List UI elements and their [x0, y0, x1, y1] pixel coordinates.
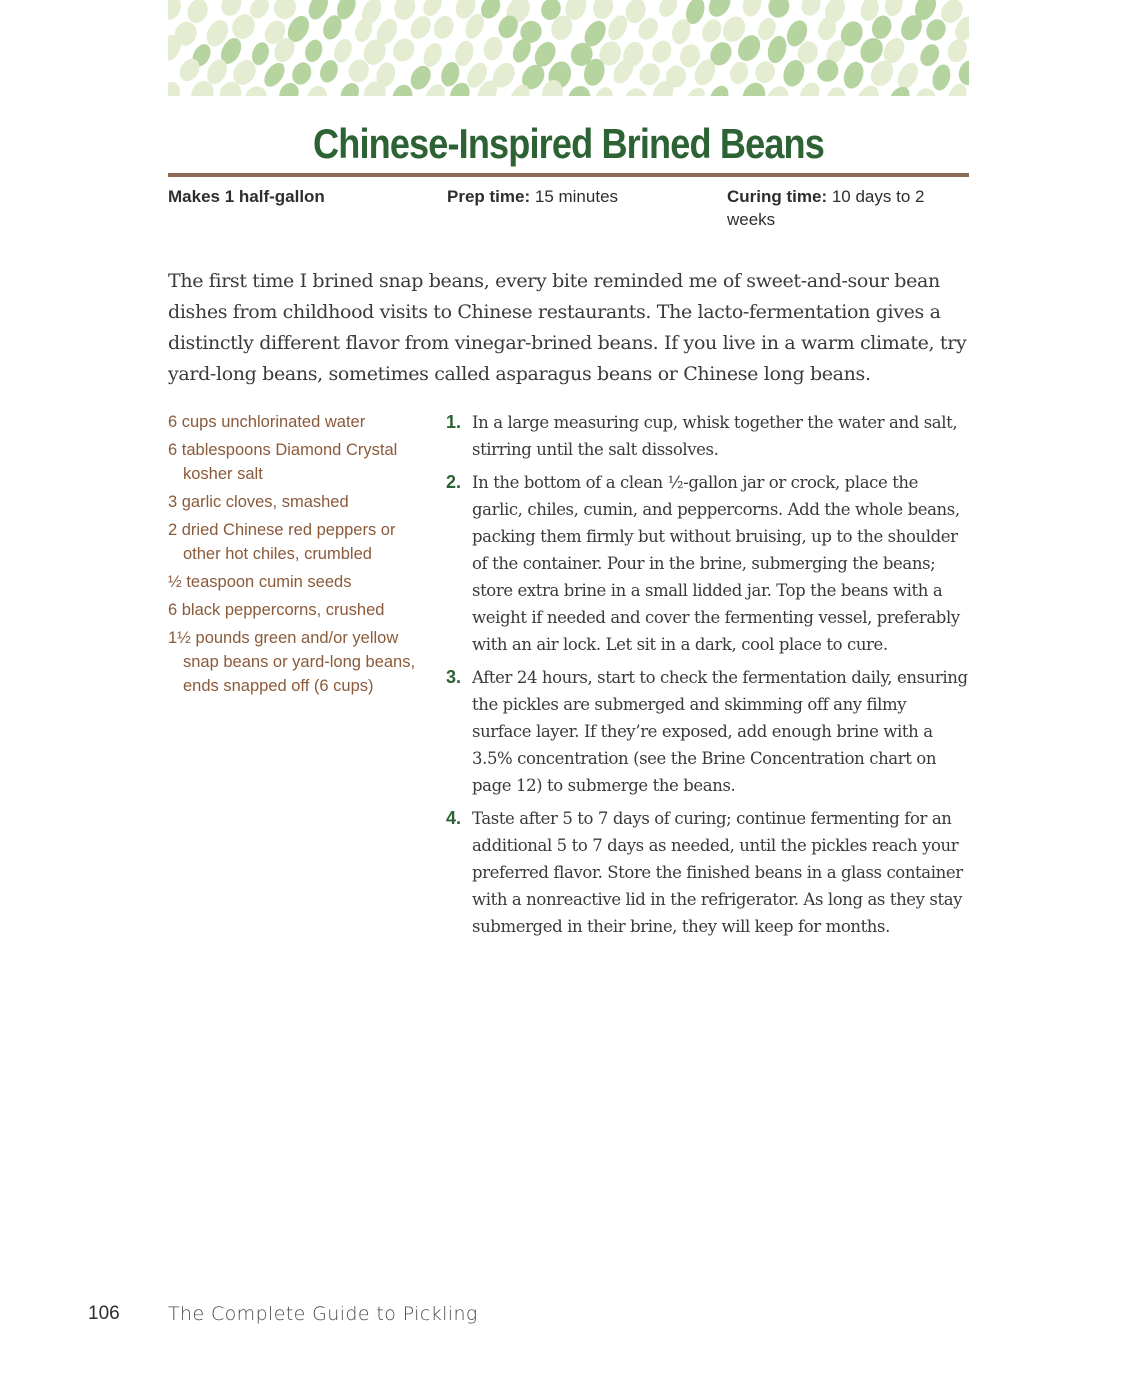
ingredient-list	[168, 410, 418, 702]
ingredient-item: 6 cups unchlorinated water	[168, 413, 366, 431]
pattern-dot	[391, 0, 418, 23]
title-divider	[168, 173, 969, 177]
instruction-steps	[446, 409, 970, 946]
pattern-dot	[917, 41, 943, 70]
prep-time-info	[447, 185, 707, 208]
ingredient-item: 3 garlic cloves, smashed	[168, 493, 349, 511]
pattern-dot	[649, 37, 675, 65]
step-text: In the bottom of a clean ½-gallon jar or crock, place the garlic, chiles, cumin, and peppercorns. Add the whole beans, packing them firmly but without bruising, up to the shoulder of the container. Pour in the brine, submerging the beans; store extra brine in a small lidded jar. Top the beans with a weight if needed and cover the fermenting vessel, preferably with an air lock. Let sit in a dark, cool place to cure.	[472, 473, 960, 654]
step-text: Taste after 5 to 7 days of curing; continue fermenting for an additional 5 to 7 days as needed, until the pickles reach your preferred flavor. Store the finished beans in a glass container with a nonreactive lid in the refrigerator. As long as they stay submerged in their brine, they will keep for months.	[472, 809, 963, 936]
pattern-dot	[430, 13, 457, 42]
step-text: After 24 hours, start to check the fermentation daily, ensuring the pickles are submerged and skimming off any filmy surface layer. If they’re exposed, add enough brine with a 3.5% concentration (see the Brine Concentration chart on page 12) to submerge the beans.	[472, 668, 968, 795]
pattern-dot	[798, 0, 824, 19]
pattern-dot	[882, 0, 905, 18]
pattern-dot	[656, 0, 681, 20]
ingredient-item: ½ teaspoon cumin seeds	[168, 573, 352, 591]
prep-time-value: 15 minutes	[530, 187, 619, 206]
pattern-dot	[894, 60, 922, 93]
pattern-dot	[317, 58, 341, 85]
pattern-dot	[622, 85, 651, 96]
pattern-dot	[168, 0, 184, 23]
dot-pattern-banner	[168, 0, 969, 96]
pattern-dot	[481, 35, 505, 63]
ingredient-item: 6 black peppercorns, crushed	[168, 601, 385, 619]
ingredient-item: 1½ pounds green and/or yellow snap beans or yard-long beans, ends snapped off (6 cups)	[168, 629, 416, 695]
yield-info	[168, 185, 428, 208]
pattern-dot	[389, 35, 418, 65]
page-number: 106	[88, 1303, 120, 1324]
curing-time-info	[727, 185, 927, 231]
curing-time-value: 10 days to 2 weeks	[727, 187, 925, 229]
step-item	[446, 469, 970, 658]
pattern-dot	[303, 84, 330, 96]
step-number: 2.	[446, 472, 462, 492]
yield-label: Makes 1 half-gallon	[168, 187, 325, 206]
pattern-dot	[706, 83, 732, 96]
pattern-dot	[590, 0, 616, 21]
recipe-title: Chinese-Inspired Brined Beans	[313, 120, 824, 167]
pattern-dot	[840, 59, 866, 91]
step-item	[446, 409, 970, 463]
ingredient-item: 6 tablespoons Diamond Crystal kosher salt	[168, 441, 398, 483]
pattern-dot	[592, 85, 616, 96]
intro-paragraph: The first time I brined snap beans, every bite reminded me of sweet-and-sour bean dishes from childhood visits to Chinese restaurants. The lacto-fermentation gives a distinctly different flavor from vinegar-brined beans. If you live in a warm climate, try yard-long beans, sometimes called asparagus beans or Chinese long beans.	[168, 270, 967, 385]
green-dot-pattern-icon	[168, 0, 969, 96]
prep-time-label: Prep time:	[447, 187, 531, 206]
pattern-dot	[704, 0, 735, 21]
pattern-dot	[945, 36, 969, 65]
pattern-dot	[168, 78, 184, 96]
pattern-dot	[698, 16, 725, 45]
curing-time-label: Curing time:	[727, 187, 828, 206]
pattern-dot	[824, 85, 849, 96]
pattern-dot	[681, 84, 709, 96]
book-title: The Complete Guide to Pickling	[168, 1303, 478, 1325]
step-number: 1.	[446, 412, 462, 432]
ingredient-item: 2 dried Chinese red peppers or other hot chiles, crumbled	[168, 521, 396, 563]
step-number: 4.	[446, 808, 462, 828]
step-text: In a large measuring cup, whisk together the water and salt, stirring until the salt dissolves.	[472, 413, 958, 459]
pattern-dot	[930, 62, 954, 92]
pattern-dot	[727, 59, 751, 86]
pattern-dot	[740, 0, 764, 19]
pattern-dot	[331, 36, 355, 65]
pattern-dot	[420, 40, 445, 70]
step-number: 3.	[446, 667, 462, 687]
pattern-dot	[406, 12, 434, 42]
step-item	[446, 664, 970, 799]
pattern-dot	[302, 37, 325, 64]
pattern-dot	[765, 0, 792, 20]
step-item	[446, 805, 970, 940]
